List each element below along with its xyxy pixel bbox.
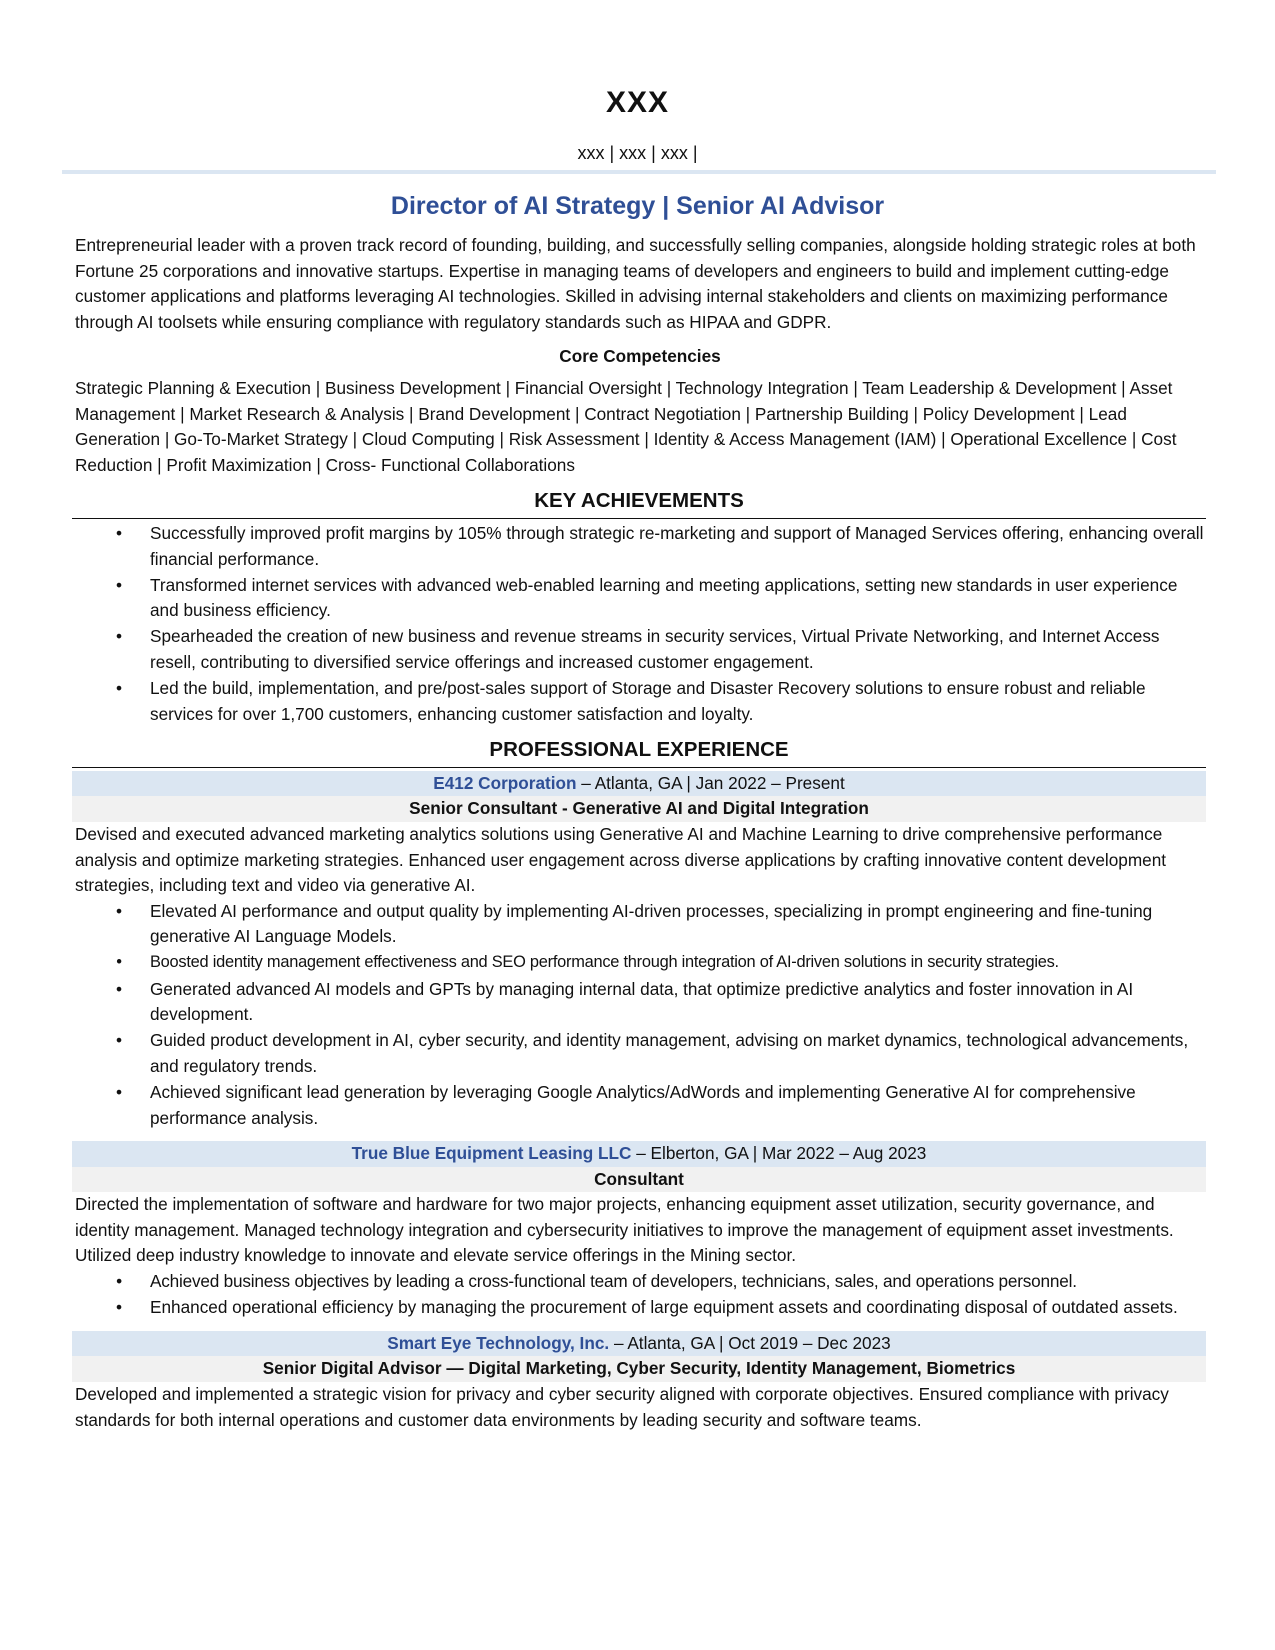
job-description: Developed and implemented a strategic vision for privacy and cyber security aligned with corporate objectives. Ensured compliance with privacy standards for both internal operations and customer data environments by leading security and software teams. <box>75 1383 1169 1430</box>
competencies-heading: Core Competencies <box>559 346 721 367</box>
competencies-list: Strategic Planning & Execution | Business Development | Financial Oversight | Technology Integration | Team Leadership & Development | Asset Management | Market Research & Analysis | Brand Development | Contract Negotiation | Partnership Building | Policy Development | Lead Generation | Go-To-Market Strategy | Cloud Computing | Risk Assessment | Identity & Access Management (IAM) | Operational Excellence | Cost Reduction | Profit Maximization | Cross- Functional Collaborations <box>75 377 1177 475</box>
job-company: True Blue Equipment Leasing LLC <box>351 1143 632 1164</box>
achievement-text: Successfully improved profit margins by 105% through strategic re-marketing and support of Managed Services offering, enhancing overall financial performance. <box>150 522 1204 569</box>
job-company: E412 Corporation <box>433 772 577 793</box>
list-item <box>75 573 1205 624</box>
list-item <box>75 1080 1205 1131</box>
job-role: Senior Consultant - Generative AI and Digital Integration <box>72 796 1206 822</box>
job-header <box>72 771 1206 797</box>
list-item <box>75 950 1205 976</box>
job-bullets <box>75 899 1205 1131</box>
job-header <box>72 1331 1206 1357</box>
job-bullet-text: Achieved significant lead generation by leveraging Google Analytics/AdWords and implementing Generative AI for comprehensive performance analysis. <box>150 1081 1136 1128</box>
bullet-icon: • <box>115 1297 123 1318</box>
job-role: Consultant <box>72 1167 1206 1193</box>
achievement-text: Transformed internet services with advanced web-enabled learning and meeting applications, setting new standards in user experience and business efficiency. <box>150 574 1178 621</box>
role-title: Director of AI Strategy | Senior AI Advisor <box>390 192 885 220</box>
list-item <box>75 676 1205 727</box>
job-description: Devised and executed advanced marketing analytics solutions using Generative AI and Machine Learning to drive comprehensive performance analysis and optimize marketing strategies. Enhanced user engagement across diverse applications by crafting innovative content development strategies, including text and video via generative AI. <box>75 823 1167 896</box>
job-bullet-text: Generated advanced AI models and GPTs by managing internal data, that optimize predictive analytics and foster innovation in AI development. <box>150 978 1134 1025</box>
bullet-icon: • <box>115 978 123 999</box>
bullet-icon: • <box>115 1081 123 1102</box>
list-item <box>75 624 1205 675</box>
job-bullet-text: Guided product development in AI, cyber security, and identity management, advising on market dynamics, technological advancements, and regulatory trends. <box>150 1030 1189 1076</box>
job-company: Smart Eye Technology, Inc. <box>387 1332 610 1353</box>
job-bullets <box>75 1269 1205 1321</box>
job-details: – Atlanta, GA | Jan 2022 – Present <box>576 772 845 793</box>
bullet-icon: • <box>116 953 122 972</box>
bullet-icon: • <box>115 574 123 595</box>
experience-heading: PROFESSIONAL EXPERIENCE <box>72 727 1206 768</box>
bullet-icon: • <box>115 900 123 921</box>
achievements-heading: KEY ACHIEVEMENTS <box>72 478 1206 519</box>
job-details: – Atlanta, GA | Oct 2019 – Dec 2023 <box>609 1332 891 1353</box>
candidate-name: XXX <box>605 86 670 119</box>
list-item <box>75 899 1205 950</box>
job-bullet-text: Enhanced operational efficiency by managing the procurement of large equipment assets and coordinating disposal of outdated assets. <box>150 1297 1178 1318</box>
bullet-icon: • <box>116 1271 122 1292</box>
list-item <box>75 1295 1205 1321</box>
list-item <box>75 1269 1205 1295</box>
bullet-icon: • <box>115 678 123 698</box>
job-role: Senior Digital Advisor — Digital Marketing, Cyber Security, Identity Management, Biometrics <box>72 1356 1206 1382</box>
list-item <box>75 1028 1205 1079</box>
achievement-text: Led the build, implementation, and pre/post-sales support of Storage and Disaster Recovery solutions to ensure robust and reliable services for over 1,700 customers, enhancing customer satisfaction and loyalty. <box>150 678 1146 724</box>
bullet-icon: • <box>115 626 123 647</box>
list-item <box>75 521 1205 572</box>
bullet-icon: • <box>115 522 123 543</box>
header-divider <box>62 170 1216 174</box>
job-bullet-text: Boosted identity management effectiveness and SEO performance through integration of AI-driven solutions in security strategies. <box>150 953 1059 972</box>
job-description: Directed the implementation of software and hardware for two major projects, enhancing equipment asset utilization, security governance, and identity management. Managed technology integration and cybersecurity initiatives to improve the management of equipment asset investments. Utilized deep industry knowledge to innovate and elevate service offerings in the Mining sector. <box>75 1194 1174 1266</box>
job-header <box>72 1141 1206 1167</box>
job-details: – Elberton, GA | Mar 2022 – Aug 2023 <box>631 1143 927 1164</box>
resume-body <box>75 233 1205 1433</box>
achievement-text: Spearheaded the creation of new business and revenue streams in security services, Virtual Private Networking, and Internet Access resell, contributing to diversified service offerings and increased customer engagement. <box>150 626 1160 672</box>
job-bullet-text: Elevated AI performance and output quality by implementing AI-driven processes, specializing in prompt engineering and fine-tuning generative AI Language Models. <box>150 900 1153 947</box>
achievements-list <box>75 521 1205 727</box>
summary-paragraph: Entrepreneurial leader with a proven track record of founding, building, and successfully selling companies, alongside holding strategic roles at both Fortune 25 corporations and innovative startups. Expertise in managing teams of developers and engineers to build and implement cutting-edge customer applications and platforms leveraging AI technologies. Skilled in advising internal stakeholders and clients on maximizing performance through AI toolsets while ensuring compliance with regulatory standards such as HIPAA and GDPR. <box>75 235 1196 332</box>
bullet-icon: • <box>115 1030 123 1051</box>
job-bullet-text: Achieved business objectives by leading a cross-functional team of developers, technicians, sales, and operations personnel. <box>150 1271 1077 1292</box>
list-item <box>75 977 1205 1028</box>
contact-line: xxx | xxx | xxx | <box>577 143 698 163</box>
